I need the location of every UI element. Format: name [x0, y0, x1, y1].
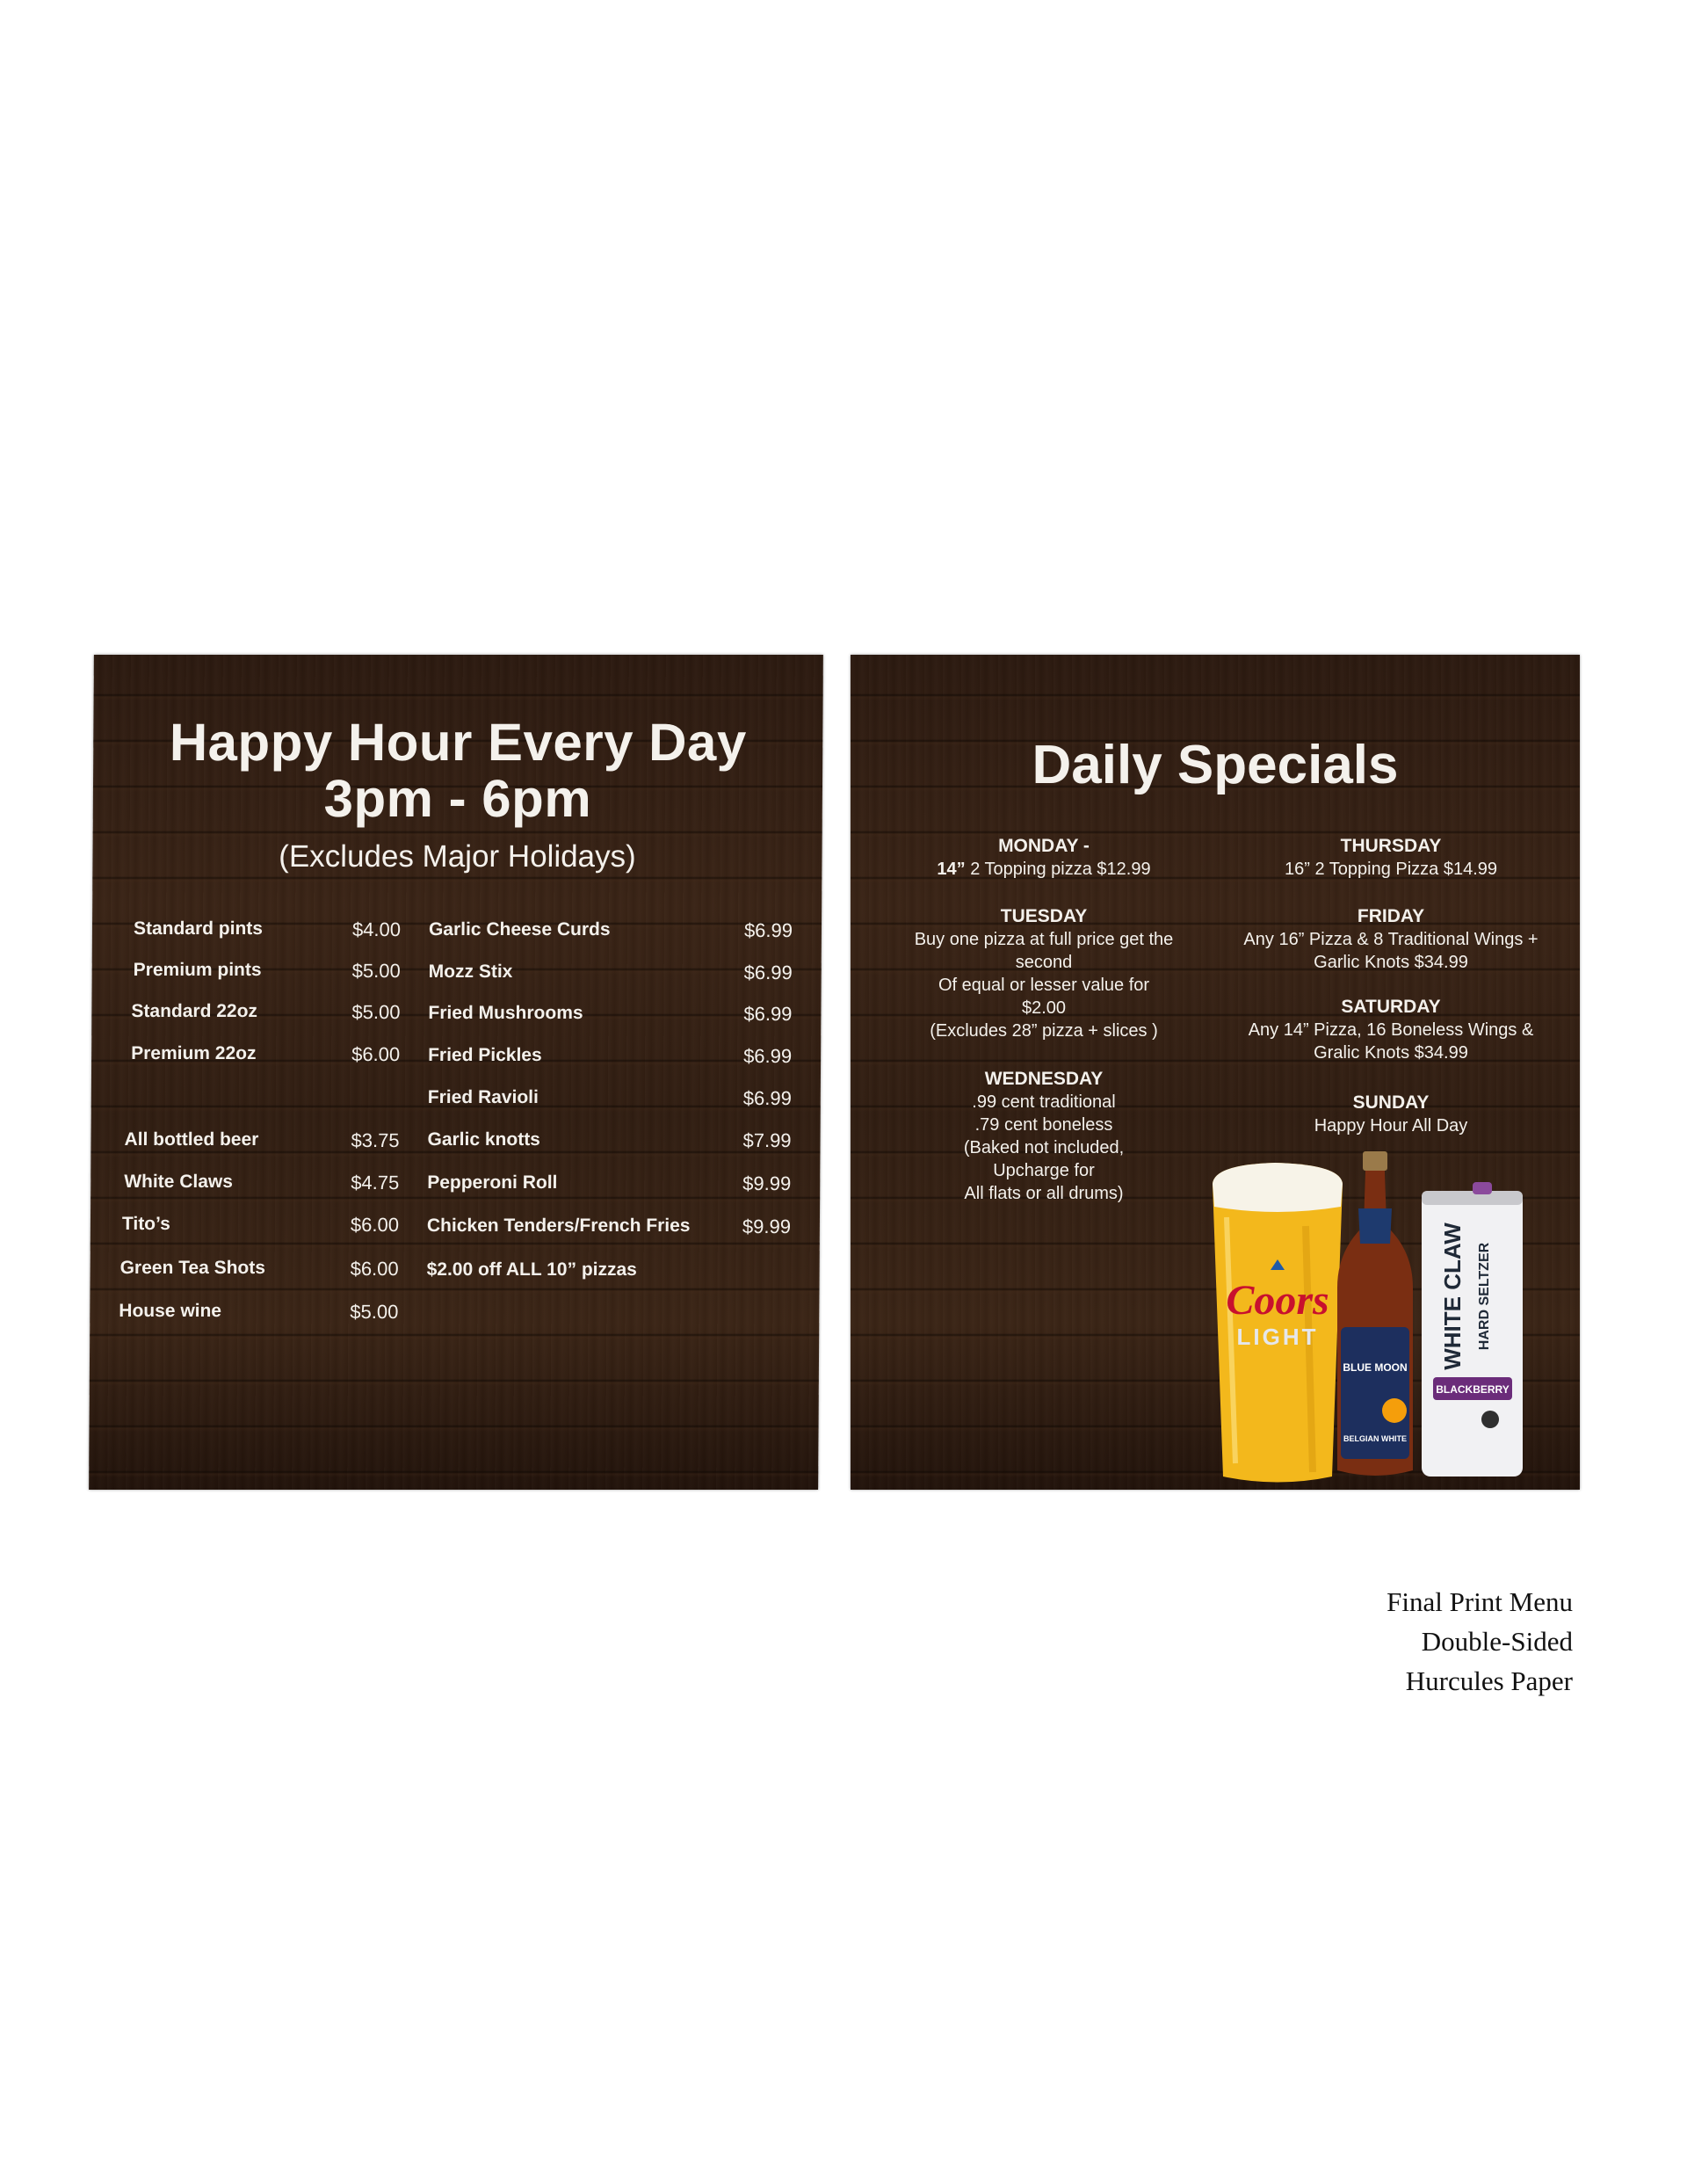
print-caption: [1387, 1582, 1573, 1701]
special-line: (Excludes 28” pizza + slices ): [930, 1021, 1158, 1041]
menu-item-price: $6.99: [742, 1087, 792, 1109]
menu-item-name: $2.00 off ALL 10” pizzas: [426, 1259, 637, 1280]
beer-glass-image: [1213, 1163, 1343, 1483]
menu-item-price: $6.99: [743, 1003, 793, 1025]
wednesday-special: [851, 1068, 1237, 1205]
tuesday-special: [851, 905, 1237, 1042]
special-line: Happy Hour All Day: [1314, 1116, 1468, 1136]
menu-item-name: Tito’s: [121, 1214, 170, 1234]
special-line: Any 14” Pizza, 16 Boneless Wings &: [1248, 1020, 1534, 1040]
special-line: 16” 2 Topping Pizza $14.99: [1284, 860, 1498, 879]
menu-item-name: Premium pints: [133, 960, 262, 980]
day-name: THURSDAY: [1340, 836, 1442, 856]
special-line: Buy one pizza at full price get the: [914, 930, 1174, 949]
daily-specials-title: Daily Specials: [1032, 735, 1399, 795]
caption-line-2: Double-Sided: [1421, 1626, 1573, 1657]
title-line-1: Happy Hour Every Day: [169, 713, 747, 772]
menu-item-price: $6.99: [743, 961, 793, 983]
special-line: Garlic Knots $34.99: [1314, 953, 1468, 972]
menu-item-price: $9.99: [742, 1172, 792, 1194]
beer-bottle-image: [1337, 1151, 1413, 1476]
sunday-special: [1202, 1092, 1580, 1137]
coors-brand-text: Coors: [1226, 1277, 1329, 1324]
special-line: .79 cent boneless: [974, 1115, 1113, 1135]
bluemoon-sub-text: BELGIAN WHITE: [1343, 1434, 1407, 1443]
bluemoon-brand-text: BLUE MOON: [1343, 1361, 1408, 1374]
special-line: .99 cent traditional: [972, 1092, 1116, 1112]
menu-item-price: $6.99: [743, 919, 793, 941]
special-line: $2.00: [1021, 998, 1067, 1018]
menu-item-price: $6.00: [350, 1258, 399, 1280]
menu-item-name: Pepperoni Roll: [427, 1172, 558, 1193]
menu-item-name: Premium 22oz: [131, 1043, 257, 1063]
friday-special: [1202, 905, 1580, 974]
menu-item-name: Chicken Tenders/French Fries: [426, 1215, 691, 1236]
size-prefix: 14”: [937, 860, 966, 879]
special-line: Gralic Knots $34.99: [1314, 1043, 1468, 1063]
menu-item-name: Mozz Stix: [428, 961, 513, 982]
day-name: TUESDAY: [1000, 906, 1088, 926]
menu-item-name: Garlic knotts: [427, 1129, 540, 1150]
menu-item-price: $3.75: [351, 1129, 400, 1151]
daily-specials-panel: [851, 655, 1580, 1490]
day-name: FRIDAY: [1357, 906, 1425, 926]
menu-item-name: All bottled beer: [124, 1129, 259, 1150]
menu-item-name: House wine: [119, 1301, 222, 1321]
menu-item-name: Fried Pickles: [428, 1045, 542, 1065]
day-name: MONDAY -: [998, 836, 1090, 856]
special-line: Upcharge for: [993, 1161, 1095, 1180]
menu-item-price: $6.00: [351, 1043, 401, 1065]
menu-item-price: $4.75: [351, 1172, 400, 1194]
menu-item-name: Standard pints: [133, 918, 264, 939]
happy-hour-title: [93, 715, 823, 827]
happy-hour-subtitle: (Excludes Major Holidays): [279, 839, 636, 874]
menu-item-price: $6.00: [350, 1214, 400, 1236]
menu-item-name: White Claws: [124, 1172, 233, 1192]
menu-item-price: $5.00: [351, 1001, 401, 1023]
special-line: All flats or all drums): [964, 1184, 1124, 1203]
special-line: Of equal or lesser value for: [938, 976, 1150, 995]
seltzer-can-image: [1422, 1182, 1523, 1477]
day-text: [851, 858, 1237, 881]
menu-item-name: Standard 22oz: [131, 1001, 258, 1021]
happy-hour-menu-panel: [89, 655, 823, 1490]
menu-item-price: $5.00: [351, 960, 401, 982]
menu-item-price: $9.99: [742, 1215, 792, 1237]
coors-sub-text: LIGHT: [1236, 1324, 1319, 1350]
day-name: SATURDAY: [1341, 997, 1441, 1017]
caption-line-3: Hurcules Paper: [1405, 1665, 1573, 1696]
special-text: 2 Topping pizza $12.99: [970, 860, 1151, 879]
menu-item-name: Fried Ravioli: [427, 1087, 539, 1107]
title-line-2: 3pm - 6pm: [323, 769, 592, 828]
menu-item-name: Garlic Cheese Curds: [428, 919, 611, 940]
day-name: WEDNESDAY: [984, 1069, 1104, 1089]
special-line: second: [1015, 953, 1073, 972]
menu-item-name: Fried Mushrooms: [428, 1003, 583, 1023]
day-name: SUNDAY: [1352, 1092, 1430, 1113]
saturday-special: [1202, 996, 1580, 1064]
menu-item-price: $6.99: [743, 1045, 793, 1067]
menu-item-name: Green Tea Shots: [119, 1258, 266, 1278]
menu-item-price: $5.00: [350, 1301, 399, 1323]
caption-line-1: Final Print Menu: [1387, 1586, 1573, 1617]
menu-item-price: $7.99: [742, 1129, 792, 1151]
whiteclaw-flavor-text: BLACKBERRY: [1436, 1383, 1510, 1396]
monday-special: [851, 835, 1237, 881]
whiteclaw-brand-text: WHITE CLAW: [1439, 1223, 1466, 1370]
special-line: (Baked not included,: [963, 1138, 1125, 1157]
special-line: Any 16” Pizza & 8 Traditional Wings +: [1243, 930, 1539, 949]
whiteclaw-sub-text: HARD SELTZER: [1477, 1242, 1492, 1351]
menu-item-price: $4.00: [351, 918, 402, 940]
thursday-special: [1202, 835, 1580, 881]
drinks-illustration: [1209, 1147, 1560, 1490]
